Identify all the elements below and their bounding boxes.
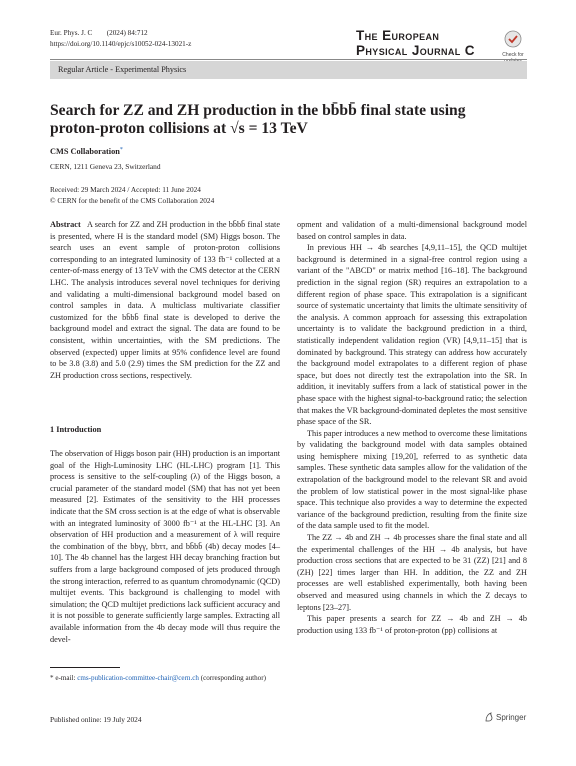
header-rule — [50, 59, 527, 60]
title-line-2: proton-proton collisions at √s = 13 TeV — [50, 119, 308, 137]
author-line — [50, 147, 123, 156]
intro-paragraph-1: The observation of Higgs boson pair (HH) production is an important goal of the High-Luminosity LHC (HL-LHC) program [1]. This process is sensitive to the self-coupling (λ) of the Higgs boson, a crucial parameter of the standard model (SM) that has not yet been measured [2]. Estimates of the sensitivity to the HH processes indicate that the SM cross section is at the edge of what is observable with an integrated luminosity of 3000 fb⁻¹ at the HL-LHC [3]. An observation of HH production and a measurement of λ will require the combination of the bbγγ, bbττ, and bb̄bb̄ (4b) decay modes [4–10]. The 4b channel has the largest HH decay branching fraction but suffers from a large background composed of jets produced through the strong interaction, referred to as quantum chromodynamic (QCD) multijet events. This background is challenging to model with simulation; the QCD multijet predictions lack sufficient accuracy and it is not possible to generate sufficiently large samples. Extracting all available information from the 4b decay mode will thus require the devel- — [50, 449, 280, 644]
right-paragraph-0: opment and validation of a multi-dimensional background model based on control samples in data. — [297, 220, 527, 241]
publisher-name: Springer — [496, 713, 527, 722]
title-line-1: Search for ZZ and ZH production in the bb̄bb̄ final state using — [50, 102, 466, 119]
section-heading: 1 Introduction — [50, 425, 102, 434]
check-for-updates-badge[interactable] — [499, 30, 527, 58]
author-mark[interactable]: * — [119, 147, 123, 153]
footnote-rule — [50, 667, 120, 668]
publisher-logo — [484, 712, 526, 722]
journal-name-line2: Physical Journal C — [356, 43, 475, 58]
journal-logo — [356, 28, 496, 58]
copyright: © CERN for the benefit of the CMS Collaboration 2024 — [50, 196, 215, 205]
journal-header — [50, 28, 191, 50]
journal-name-line1: The European — [356, 28, 440, 43]
right-column — [297, 219, 527, 636]
right-paragraph-3: The ZZ → 4b and ZH → 4b processes share the final state and all the experimental challenges of the HH → 4b analysis, but have production cross sections that are expected to be 31 (ZZ) [21] and 8 (ZH) [22] times larger than HH. In addition, the ZZ and ZH processes are well established experimentally, both having been observed and measured using channels in which the Z decays to leptons [23–27]. — [297, 533, 527, 612]
published-date: Published online: 19 July 2024 — [50, 715, 142, 724]
right-paragraph-4: This paper presents a search for ZZ → 4b and ZH → 4b production using 133 fb⁻¹ of proton-proton (pp) collisions at — [297, 614, 527, 635]
check-updates-icon — [499, 30, 527, 48]
article-type-bar — [50, 61, 527, 79]
article-type: Regular Article - Experimental Physics — [58, 65, 187, 74]
footnote — [50, 673, 280, 683]
left-column-intro — [50, 448, 280, 645]
abstract-text: A search for ZZ and ZH production in the bb̄bb̄ final state is presented, where H is the standard model (SM) Higgs boson. The search uses an event sample of proton-proton collisions corresponding to an integrated luminosity of 133 fb⁻¹ collected at a center-of-mass energy of 13 TeV with the CMS detector at the CERN LHC. The analysis introduces several novel techniques for deriving and validating a multi-dimensional background model based on control samples in data. A multiclass multivariate classifier customized for the bb̄bb̄ final state is developed to derive the background model and extract the signal. The data are found to be consistent, within uncertainties, with the SM predictions. The observed (expected) upper limits at 95% confidence level are found to be 3.8 (3.8) and 5.0 (2.9) times the SM prediction for the ZZ and ZH production cross sections, respectively. — [50, 220, 281, 380]
doi-link[interactable]: https://doi.org/10.1140/epjc/s10052-024-13021-z — [50, 40, 192, 48]
right-paragraph-1: In previous HH → 4b searches [4,9,11–15], the QCD multijet background is determined in a signal-free control region using a variant of the "ABCD" or matrix method [16–18]. The background prediction in the signal region (SR) requires an extrapolation to a different region of phase space. This extrapolation is a significant source of systematic uncertainty that limits the ultimate sensitivity of the analysis. A common approach for assessing this extrapolation uncertainty is to validate the background prediction in a third, statistically independent validation region (VR) [4,9,11–15] that is dominated by background. This strategy can address how accurately the background model extrapolates to a different region of phase space, but does not directly test the extrapolation into the SR. In addition, it inevitably suffers from a lack of statistical power in the phase space with the highest signal-to-background ratio; the selection that makes the VR background-dominated depletes the most sensitive phase space of the SR. — [297, 243, 527, 427]
springer-horse-icon — [484, 712, 494, 722]
abstract-label: Abstract — [50, 220, 81, 229]
article-title — [50, 102, 520, 137]
footnote-prefix: * e-mail: — [50, 674, 78, 682]
check-updates-label: Check for — [502, 52, 524, 58]
email-link[interactable]: cms-publication-committee-chair@cern.ch — [77, 674, 199, 682]
abstract — [50, 219, 280, 381]
right-paragraph-2: This paper introduces a new method to overcome these limitations by validating the background model with data samples obtained using hemisphere mixing [19,20], referred to as synthetic data samples. These synthetic data samples allow for the validation of the extrapolation of the background model to the relevant SR and avoid the problem of low statistical power in the most signal-like phase space. This technique also provides a way to determine the expected variance of the background prediction, resulting from the finite size of the data sample used to fit the model. — [297, 428, 527, 531]
affiliation: CERN, 1211 Geneva 23, Switzerland — [50, 162, 161, 171]
footnote-suffix: (corresponding author) — [198, 674, 266, 682]
left-column — [50, 219, 280, 381]
article-dates — [50, 184, 214, 206]
author-name[interactable]: CMS Collaboration — [50, 147, 120, 156]
received-accepted: Received: 29 March 2024 / Accepted: 11 June 2024 — [50, 185, 201, 194]
journal-reference: Eur. Phys. J. C (2024) 84:712 — [50, 29, 148, 37]
